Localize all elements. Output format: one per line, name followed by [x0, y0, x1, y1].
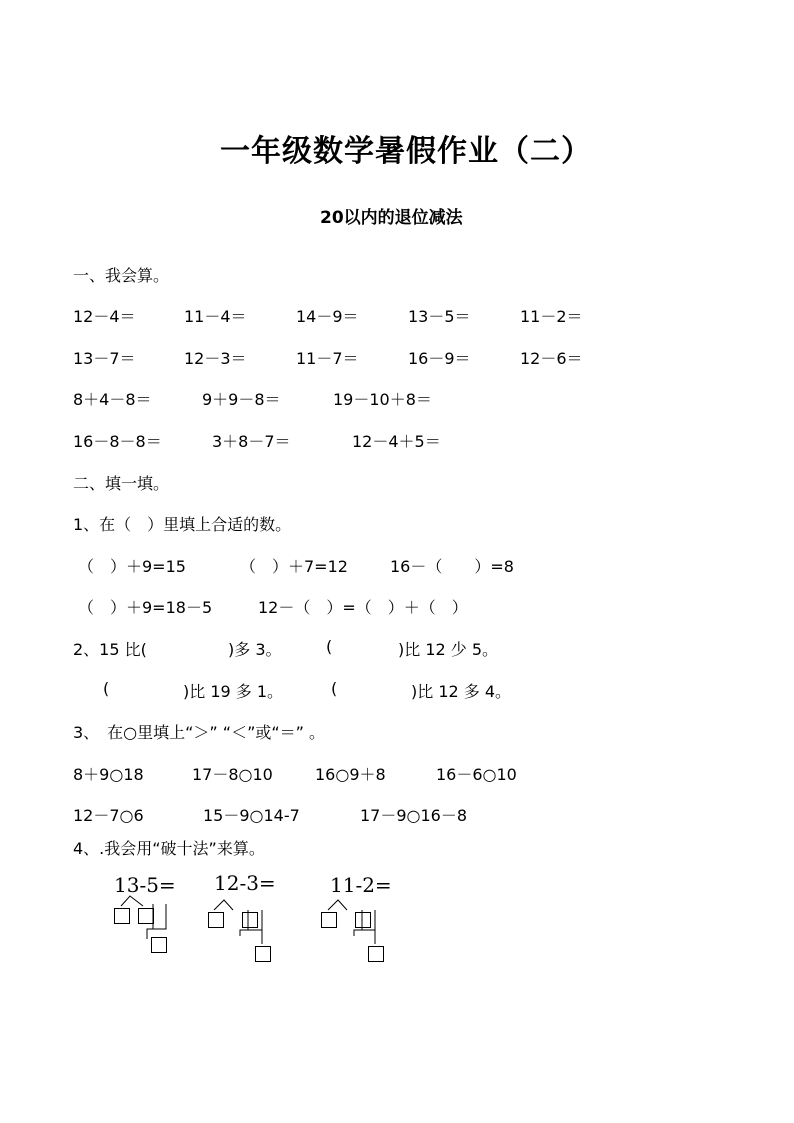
compare-problem: 8＋9○18 [73, 765, 144, 784]
problem: 19－10＋8＝ [333, 390, 432, 409]
problem: 12－4＋5＝ [352, 432, 441, 451]
section2-heading: 二、填一填。 [73, 474, 170, 493]
fill-problem: （ ）＋9=15 [78, 557, 186, 576]
q2-text: ( [103, 679, 110, 698]
q3-prompt: 3、 在○里填上“＞” “＜”或“＝” 。 [73, 723, 326, 742]
page-subtitle: 20以内的退位减法 [320, 208, 463, 228]
break-ten-problem: 13-5= [114, 873, 176, 897]
answer-box[interactable] [151, 937, 167, 953]
compare-problem: 17－8○10 [192, 765, 273, 784]
q1-prompt: 1、在（ ）里填上合适的数。 [73, 515, 292, 534]
page-title: 一年级数学暑假作业（二） [220, 134, 592, 169]
q2-text: )比 12 少 5。 [398, 640, 499, 659]
problem: 3＋8－7＝ [212, 432, 291, 451]
fill-problem: 16－（ ）=8 [390, 557, 514, 576]
fill-problem: （ ）＋7=12 [240, 557, 348, 576]
answer-box[interactable] [138, 908, 154, 924]
break-ten-problem: 12-3= [214, 871, 276, 895]
problem: 13－7＝ [73, 349, 136, 368]
compare-problem: 15－9○14-7 [203, 806, 300, 825]
problem: 12－3＝ [184, 349, 247, 368]
problem: 11－4＝ [184, 307, 247, 326]
compare-problem: 17－9○16－8 [360, 806, 468, 825]
answer-box[interactable] [208, 912, 224, 928]
q4-prompt: 4、.我会用“破十法”来算。 [73, 839, 265, 858]
problem: 16－9＝ [408, 349, 471, 368]
section1-heading: 一、我会算。 [73, 266, 170, 285]
answer-box[interactable] [368, 946, 384, 962]
q2-text: ( [331, 679, 338, 698]
answer-box[interactable] [114, 908, 130, 924]
problem: 11－2＝ [520, 307, 583, 326]
compare-problem: 12－7○6 [73, 806, 144, 825]
q2-text: )比 19 多 1。 [183, 682, 284, 701]
answer-box[interactable] [242, 912, 258, 928]
problem: 8＋4－8＝ [73, 390, 152, 409]
problem: 16－8－8＝ [73, 432, 162, 451]
compare-problem: 16－6○10 [436, 765, 517, 784]
q2-text: )多 3。 [228, 640, 282, 659]
problem: 11－7＝ [296, 349, 359, 368]
answer-box[interactable] [255, 946, 271, 962]
fill-problem: （ ）＋9=18－5 [78, 598, 213, 617]
problem: 14－9＝ [296, 307, 359, 326]
fill-problem: 12－（ ）=（ ）＋（ ） [258, 598, 468, 617]
answer-box[interactable] [355, 912, 371, 928]
compare-problem: 16○9＋8 [315, 765, 386, 784]
q2-text: 2、15 比( [73, 640, 147, 659]
q2-text: ( [326, 637, 333, 656]
problem: 12－6＝ [520, 349, 583, 368]
problem: 13－5＝ [408, 307, 471, 326]
problem: 12－4＝ [73, 307, 136, 326]
q2-text: )比 12 多 4。 [411, 682, 512, 701]
answer-box[interactable] [321, 912, 337, 928]
problem: 9＋9－8＝ [202, 390, 281, 409]
break-ten-problem: 11-2= [330, 873, 392, 897]
